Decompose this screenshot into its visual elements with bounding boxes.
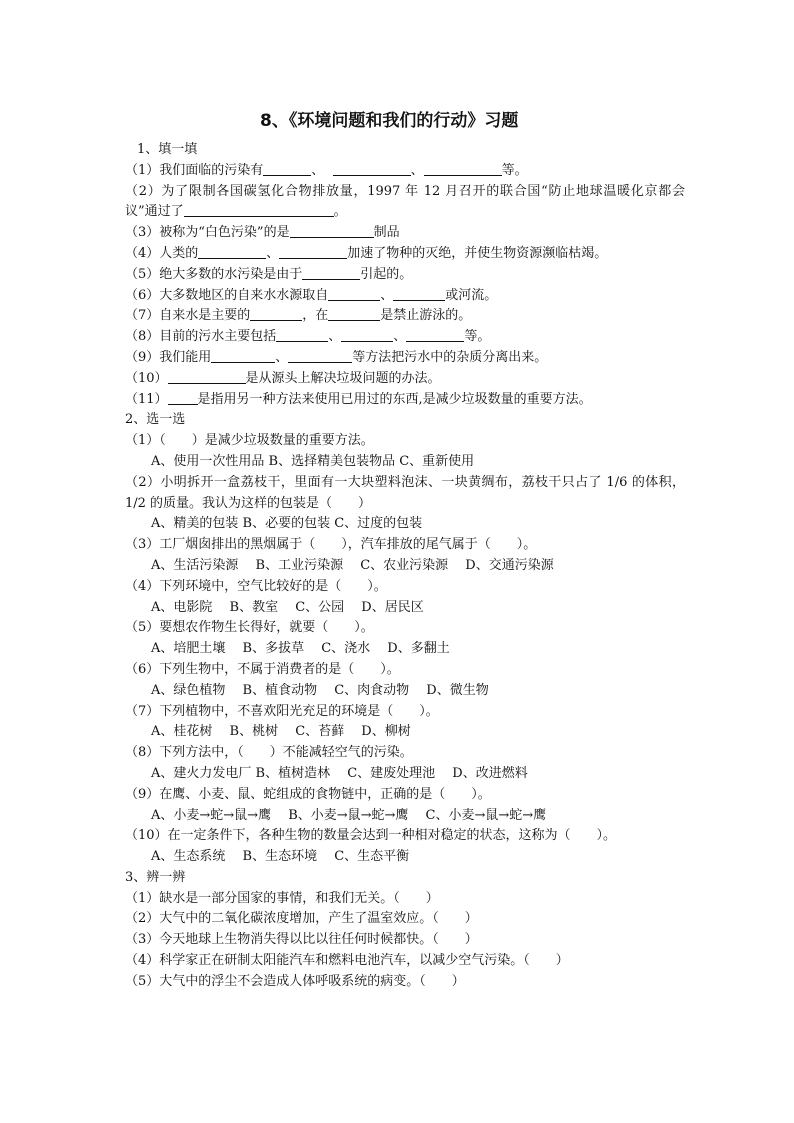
fill-q8-end: 等。	[464, 329, 491, 345]
fill-q1-text: （1）我们面临的污染有	[125, 162, 264, 178]
fill-q7	[125, 306, 685, 327]
fill-q1-blank-1[interactable]	[263, 161, 311, 176]
choice-q9-stem: （9）在鹰、小麦、鼠、蛇组成的食物链中，正确的是（ ）。	[125, 786, 491, 802]
fill-q4-end: 加速了物种的灭绝，并使生物资源濒临枯竭。	[347, 245, 608, 261]
fill-q1	[125, 161, 685, 182]
choice-q1-options: A、使用一次性用品 B、选择精美包装物品 C、重新使用	[151, 453, 475, 469]
choice-q9-options: A、小麦→蛇→鼠→鹰 B、小麦→鼠→蛇→鹰 C、小麦→鼠→蛇→鹰	[151, 807, 547, 823]
section-judge-heading: 3、辨一辨	[125, 869, 186, 885]
fill-q8-blank-3[interactable]	[406, 327, 464, 342]
fill-q10-end: 是从源头上解决垃圾问题的办法。	[245, 370, 441, 386]
fill-q11-text: （11）	[125, 391, 168, 407]
fill-q9	[125, 348, 685, 369]
fill-q7-blank-2[interactable]	[328, 306, 380, 321]
fill-q2-text: （2）为了限制各国碳氢化合物排放量，1997 年 12 月召开的联合国“防止地球温暖化京都会议”通过了	[125, 183, 685, 220]
choice-q2-stem: （2）小明拆开一盒荔枝干，里面有一大块塑料泡沫、一块黄绸布，荔枝干只占了 1/6 的体积，1/2 的质量。我认为这样的包装是（ ）	[125, 474, 685, 511]
judge-q3: （3）今天地球上生物消失得以比以往任何时候都快。（ ）	[125, 932, 478, 948]
fill-q9-blank-2[interactable]	[288, 348, 352, 363]
fill-q7-text: （7）自来水是主要的	[125, 308, 251, 324]
judge-q5: （5）大气中的浮尘不会造成人体呼吸系统的病变。（ ）	[125, 973, 465, 989]
choice-q3-options: A、生活污染源 B、工业污染源 C、农业污染源 D、交通污染源	[151, 557, 554, 573]
choice-q7-options: A、桂花树 B、桃树 C、苔藓 D、柳树	[151, 724, 411, 740]
fill-q1-blank-3[interactable]	[424, 161, 502, 176]
fill-q3-end: 制品	[373, 225, 400, 241]
fill-q6-blank-2[interactable]	[393, 286, 445, 301]
fill-q8-sep-1: 、	[328, 329, 342, 345]
fill-q6	[125, 286, 685, 307]
fill-q5	[125, 265, 685, 286]
fill-q11-end: 是指用另一种方法来使用已用过的东西,是减少垃圾数量的重要方法。	[197, 391, 592, 407]
choice-q6-stem: （6）下列生物中，不属于消费者的是（ ）。	[125, 661, 400, 677]
choice-q10-stem: （10）在一定条件下，各种生物的数量会达到一种相对稳定的状态，这称为（ ）。	[125, 828, 617, 844]
fill-q6-text: （6）大多数地区的自来水水源取自	[125, 287, 329, 303]
choice-q4-options: A、电影院 B、教室 C、公园 D、居民区	[151, 599, 424, 615]
fill-q4-sep-1: 、	[266, 245, 280, 261]
fill-q11-blank-1[interactable]	[168, 390, 198, 405]
page-title: 8、《环境问题和我们的行动》习题	[260, 111, 519, 131]
fill-q7-sep-1: ，在	[302, 308, 329, 324]
judge-q2: （2）大气中的二氧化碳浓度增加，产生了温室效应。（ ）	[125, 911, 478, 927]
fill-q7-blank-1[interactable]	[250, 306, 302, 321]
exercise-content	[125, 140, 685, 993]
fill-q9-sep-1: 、	[275, 349, 289, 365]
choice-q1-stem: （1）（ ）是减少垃圾数量的重要方法。	[125, 433, 374, 449]
fill-q4-blank-1[interactable]	[198, 244, 266, 259]
fill-q4-blank-2[interactable]	[279, 244, 347, 259]
fill-q9-text: （9）我们能用	[125, 349, 212, 365]
fill-q5-blank-1[interactable]	[302, 265, 360, 280]
fill-q6-sep-1: 、	[380, 287, 394, 303]
fill-q2-blank-1[interactable]	[184, 202, 334, 217]
choice-q2-options: A、精美的包装 B、必要的包装 C、过度的包装	[151, 516, 423, 532]
choice-q7-stem: （7）下列植物中，不喜欢阳光充足的环境是（ ）。	[125, 703, 439, 719]
fill-q3	[125, 223, 685, 244]
fill-q10	[125, 369, 685, 390]
choice-q5-options: A、培肥土壤 B、多拔草 C、浇水 D、多翻土	[151, 641, 450, 657]
section-fill-heading: 1、填一填	[137, 142, 198, 157]
fill-q10-text: （10）	[125, 370, 168, 386]
fill-q1-sep-2: 、	[410, 162, 424, 178]
fill-q1-blank-2[interactable]	[333, 161, 411, 176]
fill-q5-end: 引起的。	[360, 266, 413, 282]
fill-q3-blank-1[interactable]	[290, 223, 374, 238]
choice-q8-stem: （8）下列方法中，（ ）不能减轻空气的污染。	[125, 745, 413, 761]
fill-q8	[125, 327, 685, 348]
fill-q8-text: （8）目前的污水主要包括	[125, 329, 277, 345]
fill-q2	[125, 182, 685, 224]
fill-q9-blank-1[interactable]	[211, 348, 275, 363]
fill-q6-end: 或河流。	[445, 287, 498, 303]
fill-q4	[125, 244, 685, 265]
fill-q1-end: 等。	[501, 162, 528, 178]
choice-q10-options: A、生态系统 B、生态环境 C、生态平衡	[151, 849, 410, 865]
choice-q4-stem: （4）下列环境中，空气比较好的是（ ）。	[125, 578, 387, 594]
fill-q7-end: 是禁止游泳的。	[380, 308, 472, 324]
fill-q8-blank-1[interactable]	[276, 327, 328, 342]
choice-q5-stem: （5）要想农作物生长得好，就要（ ）。	[125, 620, 374, 636]
judge-q1: （1）缺水是一部分国家的事情，和我们无关。（ ）	[125, 890, 439, 906]
fill-q4-text: （4）人类的	[125, 245, 199, 261]
choice-q3-stem: （3）工厂烟囱排出的黑烟属于（ ），汽车排放的尾气属于（ ）。	[125, 537, 537, 553]
fill-q11	[125, 390, 685, 411]
fill-q1-sep-1: 、	[311, 162, 325, 178]
fill-q8-sep-2: 、	[393, 329, 407, 345]
fill-q10-blank-1[interactable]	[168, 369, 246, 384]
fill-q6-blank-1[interactable]	[328, 286, 380, 301]
fill-q2-end: 。	[333, 204, 347, 220]
fill-q9-end: 等方法把污水中的杂质分离出来。	[352, 349, 548, 365]
fill-q8-blank-2[interactable]	[341, 327, 393, 342]
judge-q4: （4）科学家正在研制太阳能汽车和燃料电池汽车，以减少空气污染。（ ）	[125, 953, 569, 969]
fill-q3-text: （3）被称为“白色污染”的是	[125, 225, 290, 241]
choice-q8-options: A、建火力发电厂 B、植树造林 C、建废处理池 D、改进燃料	[151, 765, 528, 781]
section-choice-heading: 2、选一选	[125, 412, 186, 428]
choice-q6-options: A、绿色植物 B、植食动物 C、肉食动物 D、微生物	[151, 682, 489, 698]
fill-q5-text: （5）绝大多数的水污染是由于	[125, 266, 303, 282]
